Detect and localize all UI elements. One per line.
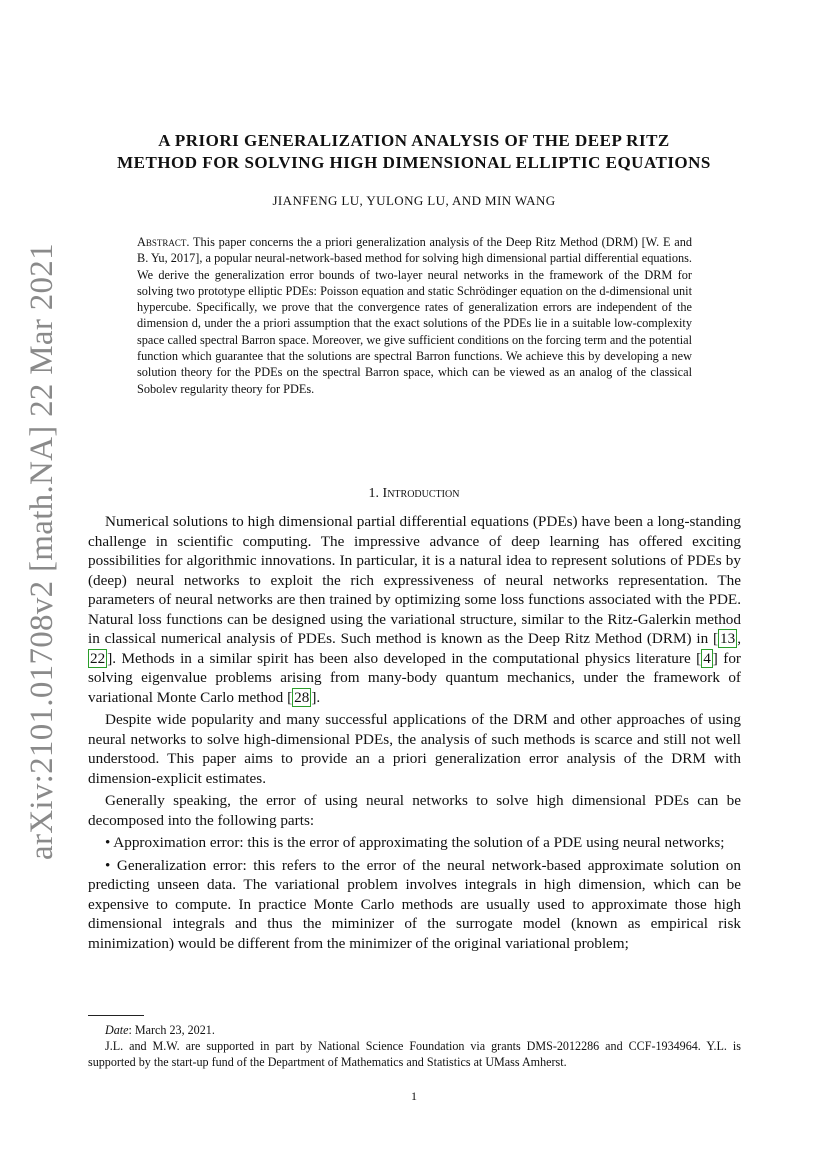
bullet-approximation-error: • Approximation error: this is the error of approximating the solution of a PDE using neural networks; [105,834,725,851]
abstract [137,234,692,397]
author-list: JIANFENG LU, YULONG LU, AND MIN WANG [272,193,556,208]
footnote-date [88,1022,741,1038]
paragraph-text: Numerical solutions to high dimensional partial differential equations (PDEs) have been a long-standing challenge in scientific computing. The impressive advance of deep learning has offered exciting possibilities for algorithmic innovations. In particular, it is a natural idea to represent solutions of PDEs by (deep) neural networks to exploit the rich expressiveness of neural networks representation. The parameters of neural networks are then trained by optimizing some loss functions associated with the PDE. Natural loss functions can be designed using the variational structure, similar to the Ritz-Galerkin method in classical numerical analysis of PDEs. Such method is known as the Deep Ritz Method (DRM) in [ [88,513,741,647]
paragraph-text: , [737,630,741,647]
date-label: Date [105,1023,129,1037]
citation-link[interactable]: 4 [703,649,711,667]
paragraph-2: Despite wide popularity and many successful applications of the DRM and other approaches of using neural networks to solve high-dimensional PDEs, the analysis of such methods is scarce and still not well understood. This paper aims to provide an a priori generalization error analysis of the DRM with dimension-explicit estimates. [88,711,741,787]
citation-link[interactable]: 28 [294,688,310,706]
page-number: 1 [411,1089,417,1103]
title-line-2: METHOD FOR SOLVING HIGH DIMENSIONAL ELLIPTIC EQUATIONS [117,153,711,172]
section-number: 1. [368,486,380,501]
footnote-funding: J.L. and M.W. are supported in part by National Science Foundation via grants DMS-2012286 and CCF-1934964. Y.L. is supported by the start-up fund of the Department of Mathematics and Statistics at UMass Amherst. [88,1039,741,1069]
abstract-text: This paper concerns the a priori generalization analysis of the Deep Ritz Method (DRM) [W. E and B. Yu, 2017], a popular neural-network-based method for solving high dimensional partial differential equations. We derive the generalization error bounds of two-layer neural networks in the framework of the DRM for solving two prototype elliptic PDEs: Poisson equation and static Schrödinger equation on the d-dimensional unit hypercube. Specifically, we prove that the convergence rates of generalization errors are independent of the dimension d, under the a priori assumption that the exact solutions of the PDEs lie in a suitable low-complexity space called spectral Barron space. Moreover, we give sufficient conditions on the forcing term and the potential function which guarantee that the solutions are spectral Barron functions. We achieve this by developing a new solution theory for the PDEs on the spectral Barron space, which can be viewed as an analog of the classical Sobolev regularity theory for PDEs. [137,235,692,396]
paragraph-1 [88,512,741,707]
paragraph-text: ] for solving eigenvalue problems arising from many-body quantum mechanics, under the framework of variational Monte Carlo method [ [88,649,741,706]
section-title: Introduction [382,486,460,501]
date-value: : March 23, 2021. [128,1023,215,1037]
footnotes [88,1022,741,1070]
paragraph-3: Generally speaking, the error of using neural networks to solve high dimensional PDEs can be decomposed into the following parts: [88,792,741,829]
abstract-label: Abstract. [137,235,190,249]
body-text [88,512,741,956]
title-line-1: A PRIORI GENERALIZATION ANALYSIS OF THE DEEP RITZ [158,131,670,150]
paragraph-text: ]. [311,688,321,706]
paper-title [80,130,748,174]
citation-link[interactable]: 13 [720,630,736,647]
footnote-divider [88,1015,144,1016]
paragraph-text: ]. Methods in a similar spirit has been also developed in the computational physics literature [ [107,649,702,667]
bullet-generalization-error: • Generalization error: this refers to the error of the neural network-based approximate solution on predicting unseen data. The variational problem involves integrals in high dimension, which can be expensive to compute. In practice Monte Carlo methods are usually used to approximate those high dimensional integrals and thus the miminizer of the surrogate model (known as empirical risk minimization) would be different from the minimizer of the original variational problem; [88,856,741,952]
section-heading [80,486,748,502]
arxiv-identifier-stamp: arXiv:2101.01708v2 [math.NA] 22 Mar 2021 [24,243,60,860]
citation-link[interactable]: 22 [90,649,106,667]
